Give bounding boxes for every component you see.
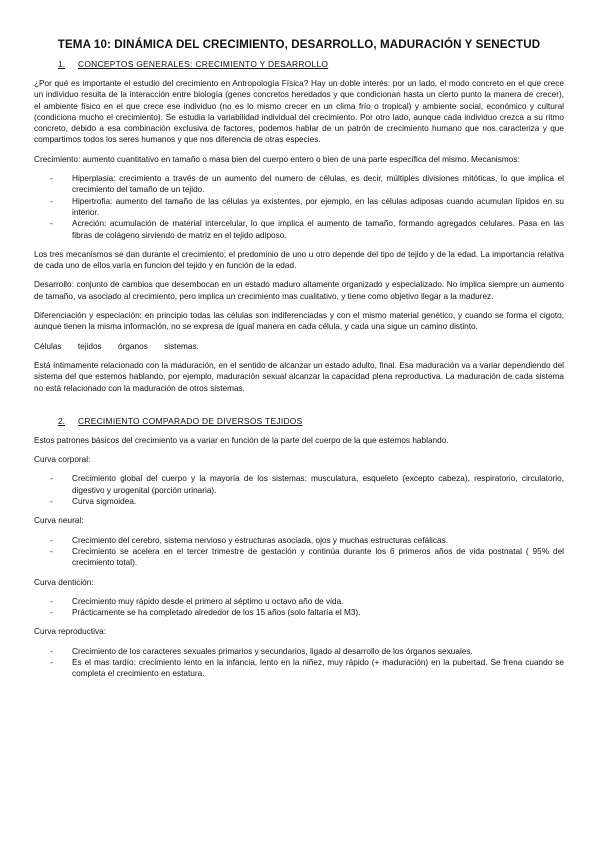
curve-list <box>34 646 564 680</box>
section-1-title: CONCEPTOS GENERALES: CRECIMIENTO Y DESARROLLO <box>78 59 329 69</box>
list-item: - Crecimiento muy rápido desde el primero al séptimo u octavo año de vida. <box>50 596 564 607</box>
list-item: - Crecimiento del cerebro, sistema nervioso y estructuras asociada, ojos y muchas estructuras cefálicas. <box>50 535 564 546</box>
list-item: - Crecimiento de los caracteres sexuales primarios y secundarios, ligado al desarrollo de los órganos sexuales. <box>50 646 564 657</box>
list-item: - Es el mas tardío: crecimiento lento en la infancia, lento en la niñez, muy rápido (+ maduración) en la pubertad. Se frena cuando se completa el crecimiento en estatura. <box>50 657 564 680</box>
list-item: - Prácticamente se ha completado alrededor de los 15 años (solo faltaría el M3). <box>50 607 564 618</box>
list-item: - Curva sigmoidea. <box>50 496 564 507</box>
hierarchy-term: sistemas. <box>164 341 199 351</box>
curve-label: Curva reproductiva: <box>34 627 106 637</box>
list-item: - Acreción: acumulación de material intercelular, lo que implica el aumento de tamaño, formando agregados celulares. Pasa en las fibras de colágeno sirviendo de matriz en el tejido adiposo. <box>50 218 564 241</box>
curve-label: Curva neural: <box>34 516 84 526</box>
section-2-heading <box>58 416 564 426</box>
section-2-title: CRECIMIENTO COMPARADO DE DIVERSOS TEJIDOS <box>78 415 303 426</box>
section-2-intro: Estos patrones básicos del crecimiento va a variar en función de la parte del cuerpo de la que estemos hablando. <box>34 435 449 445</box>
curve-label: Curva corporal: <box>34 455 91 465</box>
list-item: - Hiperplasia: crecimiento a través de un aumento del numero de células, es decir, múltiples divisiones mitóticas, lo que implica el crecimiento del tamaño de un tejido. <box>50 173 564 196</box>
hierarchy-term: Células <box>34 341 62 351</box>
hierarchy-term: tejidos <box>77 341 102 351</box>
list-item: - Hipertrofia: aumento del tamaño de las células ya existentes, por ejemplo, en las células adiposas cuando acumulan lípidos en su interior. <box>50 196 564 219</box>
curve-list <box>34 473 564 507</box>
curve-label: Curva dentición: <box>34 577 94 587</box>
section-1-heading <box>58 59 564 69</box>
mechanisms-list <box>34 173 564 241</box>
section-1-number: 1. <box>58 59 65 69</box>
development-definition: Desarrollo: conjunto de cambios que desembocan en un estado maduro altamente organizado y especializado. No implica siempre un aumento de tamaño, va asociado al crecimiento, pero implica un crecimiento mas cualitativo, y tiene como objetivo llegar a la madurez. <box>34 280 564 301</box>
document-title: TEMA 10: DINÁMICA DEL CRECIMIENTO, DESARROLLO, MADURACIÓN Y SENECTUD <box>57 38 541 51</box>
maturation-paragraph: Está íntimamente relacionado con la maduración, en el sentido de alcanzar un estado adulto, final. Esa maduración va a variar dependiendo del sistema del que estemos hablando, por ejemplo, maduración sexual alcanzar la capacidad plena reproductiva. La maduración de cada sistema no está relacionado con la maduración de otros sistemas. <box>34 360 564 393</box>
list-item: - Crecimiento se acelera en el tercer trimestre de gestación y continúa durante los 6 primeros años de vida postnatal ( 95% del crecimiento total). <box>50 546 564 569</box>
differentiation-paragraph: Diferenciación y especiación: en principio todas las células son indiferenciadas y con el mismo material genético, y cuando se forma el cigoto, aunque tienen la misma información, no se expresa de igual manera en cada célula, y cada una sigue un camino distinto. <box>34 311 564 332</box>
growth-definition: Crecimiento: aumento cuantitativo en tamaño o masa bien del cuerpo entero o bien de una parte específica del mismo. Mecanismos: <box>34 154 520 164</box>
section-1-intro: ¿Por qué es importante el estudio del crecimiento en Antropología Física? Hay un doble interés: por un lado, el modo concreto en el que crece un individuo resulta de la interacción entre biología (genes concretos heredados y que condicionan hasta un cierto punto la manera de crecer), el ambiente físico en el que crece ese individuo (no es lo mismo crecer en un clima frío o tropical) y ambiente social, económico y cultural (condiciona mucho el crecimiento). Se estudia la variabilidad individual del crecimiento. Por otro lado, aunque cada individuo crezca a su ritmo concreto, debido a esa combinación exclusiva de factores, podemos hablar de un patrón de crecimiento humano que nos caracteriza y que compartimos todos los seres humanos y que nos diferencia de otras especies. <box>34 79 564 145</box>
mechanisms-note: Los tres mecanismos se dan durante el crecimiento; el predominio de uno u otro depende del tipo de tejido y de la edad. La importancia relativa de cada uno de ellos varía en funcion del tejido y en función de la edad. <box>34 249 564 271</box>
list-item: - Crecimiento global del cuerpo y la mayoría de los sistemas: musculatura, esqueleto (excepto cabeza), respiratorio, circulatorio, digestivo y urogenital (porción urinaria). <box>50 473 564 496</box>
curve-list <box>34 596 564 619</box>
hierarchy-term: órganos <box>117 341 148 351</box>
hierarchy-line <box>34 341 564 352</box>
curve-list <box>34 535 564 569</box>
section-2-number: 2. <box>58 415 65 426</box>
